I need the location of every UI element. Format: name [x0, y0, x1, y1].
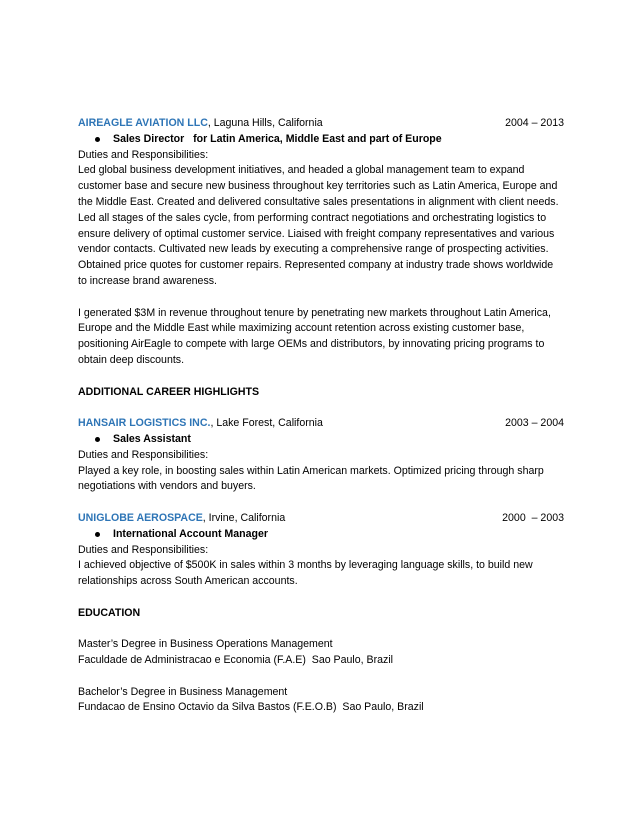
duties-label: Duties and Responsibilities: — [78, 148, 209, 161]
job-description: I achieved objective of $500K in sales within 3 months by leveraging language skills, to build new relationships across South American accounts. — [78, 559, 533, 588]
company-location: , Laguna Hills, California — [207, 117, 323, 129]
duties-label: Duties and Responsibilities: — [78, 543, 209, 556]
education-entry-bachelors — [78, 685, 564, 717]
job-entry-hansair — [78, 416, 564, 495]
degree: Master’s Degree in Business Operations Management — [78, 638, 333, 651]
company-location: , Irvine, California — [202, 511, 286, 524]
company-name: AIREAGLE AVIATION LLC — [78, 117, 208, 129]
school: Faculdade de Administracao e Economia (F.A.E) Sao Paulo, Brazil — [78, 654, 394, 667]
job-entry-uniglobe — [78, 511, 564, 590]
company-name: UNIGLOBE AEROSPACE — [78, 511, 203, 524]
education-entry-masters — [78, 637, 564, 669]
bullet-icon — [95, 137, 100, 142]
job-header — [78, 511, 564, 527]
job-achievement: I generated $3M in revenue throughout tenure by penetrating new markets throughout Latin America, Europe and the Middle East while maximizing account retention across existing customer base, positioning AirEagle to compete with large OEMs and distributors, by innovating pricing programs to obtain deep discounts. — [78, 306, 551, 366]
school: Fundacao de Ensino Octavio da Silva Bastos (F.E.O.B) Sao Paulo, Brazil — [78, 701, 424, 714]
job-title: Sales Assistant — [113, 432, 191, 445]
resume-content — [78, 116, 564, 716]
job-title-bullet — [78, 432, 564, 448]
section-heading-highlights: ADDITIONAL CAREER HIGHLIGHTS — [78, 385, 260, 398]
company-name: HANSAIR LOGISTICS INC. — [78, 417, 211, 430]
job-title-bullet — [78, 527, 564, 543]
job-description: Led global business development initiatives, and headed a global management team to expand customer base and secure new business throughout key territories such as Latin America, Europe and the Middle East. Created and delivered consultative sales presentations in alignment with client needs. Led all stages of the sales cycle, from performing contract negotiations and orchestrating logistics to ensure delivery of optimal customer service. Liaised with freight company representatives and various vendor contacts. Cultivated new leads by executing a comprehensive range of prospecting activities. Obtained price quotes for customer repairs. Represented company at industry trade shows worldwide to increase brand awareness. — [78, 164, 559, 287]
job-header — [78, 116, 564, 132]
job-title-bullet — [78, 132, 564, 148]
job-title: Sales Director for Latin America, Middle East and part of Europe — [113, 132, 442, 145]
job-title: International Account Manager — [113, 527, 269, 540]
company-location: , Lake Forest, California — [210, 417, 323, 430]
job-description: Played a key role, in boosting sales within Latin American markets. Optimized pricing through sharp negotiations with vendors and buyers. — [78, 464, 544, 493]
job-header — [78, 416, 564, 432]
job-dates: 2003 – 2004 — [505, 417, 564, 430]
job-dates: 2000 – 2003 — [502, 511, 564, 524]
bullet-icon — [95, 532, 100, 537]
duties-label: Duties and Responsibilities: — [78, 448, 209, 461]
bullet-icon — [95, 437, 100, 442]
degree: Bachelor’s Degree in Business Management — [78, 685, 288, 698]
job-dates: 2004 – 2013 — [505, 117, 564, 129]
section-heading-education: EDUCATION — [78, 606, 141, 619]
job-entry-aireagle — [78, 116, 564, 369]
